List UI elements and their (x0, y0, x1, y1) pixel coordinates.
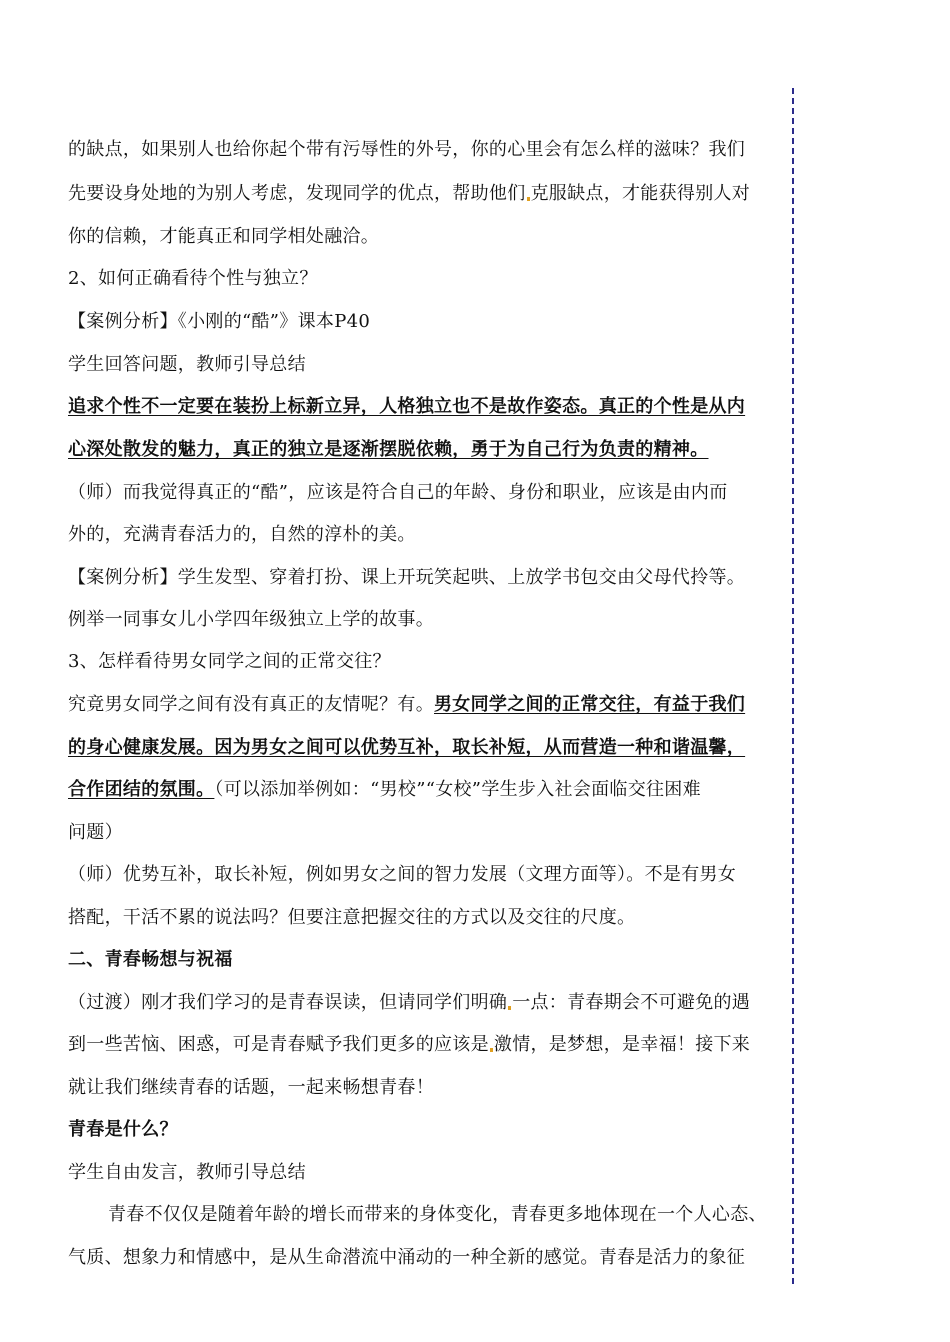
edit-mark (527, 197, 530, 201)
text-line: 【案例分析】《小刚的“酷”》课本P40 (68, 311, 371, 332)
paragraph-first-line: 青春不仅仅是随着年龄的增长而带来的身体变化，青春更多地体现在一个人心态、 (108, 1204, 767, 1225)
key-point-line: 追求个性不一定要在装扮上标新立异，人格独立也不是故作姿态。真正的个性是从内 (68, 396, 746, 417)
key-point-text: 合作团结的氛围。 (68, 779, 215, 800)
text-line: 气质、想象力和情感中，是从生命潜流中涌动的一种全新的感觉。青春是活力的象征 (68, 1247, 746, 1268)
key-point-line: 的身心健康发展。因为男女之间可以优势互补，取长补短，从而营造一种和谐温馨， (68, 737, 746, 758)
text-line: （师）而我觉得真正的“酷”，应该是符合自己的年龄、身份和职业，应该是由内而 (68, 482, 728, 503)
text-line: 究竟男女同学之间有没有真正的友情呢？有。男女同学之间的正常交往，有益于我们 (68, 694, 746, 715)
section-heading: 2、如何正确看待个性与独立？ (68, 268, 318, 289)
text-line: 学生回答问题，教师引导总结 (68, 354, 306, 375)
text-line: 的缺点，如果别人也给你起个带有污辱性的外号，你的心里会有怎么样的滋味？我们 (68, 139, 746, 160)
text-line: 学生自由发言，教师引导总结 (68, 1162, 306, 1183)
text-line: 搭配，干活不累的说法吗？但要注意把握交往的方式以及交往的尺度。 (68, 907, 636, 928)
text-line: 问题） (68, 822, 123, 843)
text-line: 例举一同事女儿小学四年级独立上学的故事。 (68, 609, 434, 630)
text-line: 先要设身处地的为别人考虑，发现同学的优点，帮助他们 克服缺点，才能获得别人对 (68, 183, 751, 204)
section-heading: 二、青春畅想与祝福 (68, 949, 233, 970)
text-line: 就让我们继续青春的话题，一起来畅想青春！ (68, 1077, 434, 1098)
text-line: 你的信赖，才能真正和同学相处融洽。 (68, 226, 380, 247)
text-line: 到一些苦恼、困惑，可是青春赋予我们更多的应该是 激情，是梦想，是幸福！接下来 (68, 1034, 751, 1055)
key-point-line: 心深处散发的魅力，真正的独立是逐渐摆脱依赖，勇于为自己行为负责的精神。 (68, 439, 709, 460)
sub-heading: 青春是什么？ (68, 1119, 178, 1140)
text-line: （过渡）刚才我们学习的是青春误读，但请同学们明确 一点：青春期会不可避免的遇 (68, 992, 751, 1013)
text-line: 外的，充满青春活力的，自然的淳朴的美。 (68, 524, 416, 545)
text-line: （师）优势互补，取长补短，例如男女之间的智力发展（文理方面等）。不是有男女 (68, 864, 737, 885)
key-point-text: 男女同学之间的正常交往，有益于我们 (434, 694, 746, 715)
text-line: 【案例分析】学生发型、穿着打扮、课上开玩笑起哄、上放学书包交由父母代拎等。 (68, 567, 746, 588)
text-line: 合作团结的氛围。（可以添加举例如：“男校”“女校”学生步入社会面临交往困难 (68, 779, 701, 800)
edit-mark (508, 1006, 511, 1010)
edit-mark (490, 1048, 493, 1052)
section-heading: 3、怎样看待男女同学之间的正常交往？ (68, 651, 391, 672)
